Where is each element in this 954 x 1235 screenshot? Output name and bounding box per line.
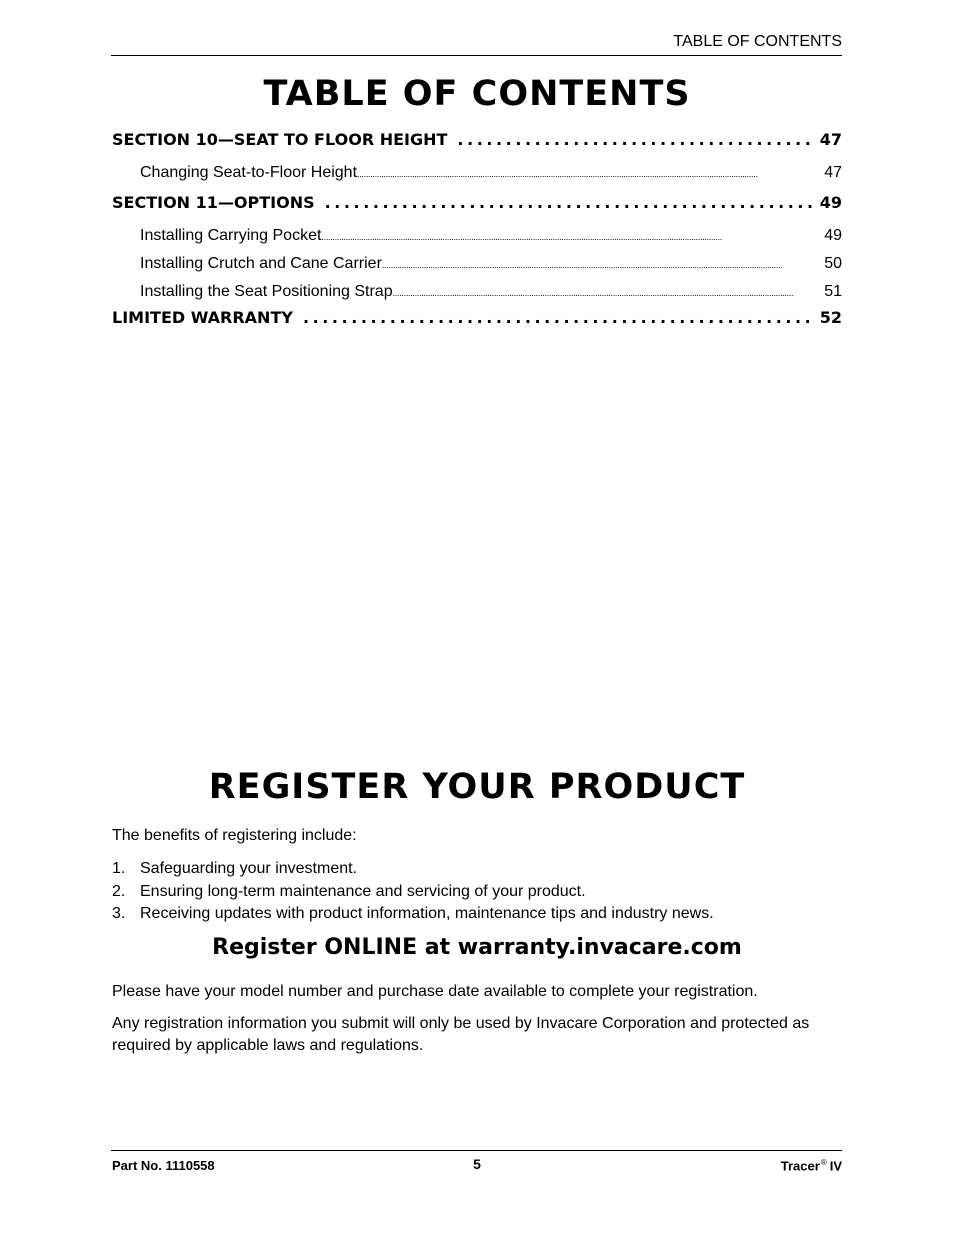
toc-leader-dots bbox=[457, 128, 813, 152]
toc-entry-page: 52 bbox=[819, 308, 842, 327]
footer-rule bbox=[111, 1150, 842, 1151]
toc-entry-page: 51 bbox=[824, 283, 842, 300]
registered-mark: ® bbox=[820, 1158, 827, 1167]
running-head: TABLE OF CONTENTS bbox=[673, 33, 842, 50]
register-intro: The benefits of registering include: bbox=[112, 827, 357, 844]
toc-entry-page: 49 bbox=[824, 227, 842, 244]
toc-entry-title: Installing Carrying Pocket bbox=[140, 227, 322, 244]
toc-title: TABLE OF CONTENTS bbox=[263, 74, 691, 114]
toc-leader-dots bbox=[303, 306, 814, 330]
product-model: IV bbox=[829, 1158, 842, 1174]
toc-entry-title: Installing the Seat Positioning Strap bbox=[140, 283, 393, 300]
list-item-number: 3. bbox=[112, 905, 126, 922]
toc-entry-title: Installing Crutch and Cane Carrier bbox=[140, 255, 382, 272]
toc-entry-installing-crutch-and-cane-carrier[interactable] bbox=[112, 250, 842, 278]
list-item-text: Safeguarding your investment. bbox=[140, 860, 358, 877]
toc-entry-installing-carrying-pocket[interactable] bbox=[112, 222, 842, 250]
benefits-list bbox=[112, 858, 714, 926]
toc-leader-dots bbox=[393, 279, 825, 306]
toc-entry-title: Changing Seat-to-Floor Height bbox=[140, 164, 358, 181]
toc-entry-title: SECTION 11—OPTIONS bbox=[112, 193, 315, 212]
register-online-heading: Register ONLINE at warranty.invacare.com bbox=[212, 935, 742, 960]
list-item-text: Receiving updates with product information, maintenance tips and industry news. bbox=[140, 905, 714, 922]
list-item bbox=[112, 858, 714, 881]
list-item-number: 2. bbox=[112, 882, 126, 900]
toc-entry-changing-seat-to-floor-height[interactable] bbox=[112, 159, 842, 187]
toc-entry-limited-warranty[interactable] bbox=[112, 306, 842, 337]
privacy-note: Any registration information you submit will only be used by Invacare Corporation and protected as required by applicable laws and regulations. bbox=[112, 1015, 810, 1054]
part-number: Part No. 1110558 bbox=[112, 1158, 215, 1173]
toc-leader-dots bbox=[357, 160, 824, 187]
list-item bbox=[112, 903, 714, 926]
toc-leader-dots bbox=[382, 251, 824, 278]
toc-entry-title: SECTION 10—SEAT TO FLOOR HEIGHT bbox=[112, 130, 448, 149]
list-item-number: 1. bbox=[112, 860, 126, 877]
product-name-text: Tracer bbox=[780, 1158, 820, 1174]
toc-entry-section-11[interactable] bbox=[112, 191, 842, 222]
list-item bbox=[112, 881, 714, 904]
page-number: 5 bbox=[473, 1156, 481, 1172]
toc-entry-page: 47 bbox=[819, 130, 842, 149]
list-item-text: Ensuring long-term maintenance and servicing of your product. bbox=[140, 882, 586, 900]
toc-entry-installing-seat-positioning-strap[interactable] bbox=[112, 278, 842, 306]
table-of-contents bbox=[112, 128, 842, 337]
toc-entry-page: 47 bbox=[824, 164, 842, 181]
registration-note: Please have your model number and purchase date available to complete your registration. bbox=[112, 983, 758, 1000]
product-name bbox=[781, 1158, 842, 1173]
toc-entry-section-10[interactable] bbox=[112, 128, 842, 159]
toc-leader-dots bbox=[321, 223, 824, 250]
toc-entry-page: 50 bbox=[824, 255, 842, 272]
register-title: REGISTER YOUR PRODUCT bbox=[208, 767, 746, 807]
toc-entry-page: 49 bbox=[819, 193, 842, 212]
toc-leader-dots bbox=[325, 191, 814, 215]
toc-entry-title: LIMITED WARRANTY bbox=[112, 308, 293, 327]
header-rule bbox=[111, 55, 842, 56]
